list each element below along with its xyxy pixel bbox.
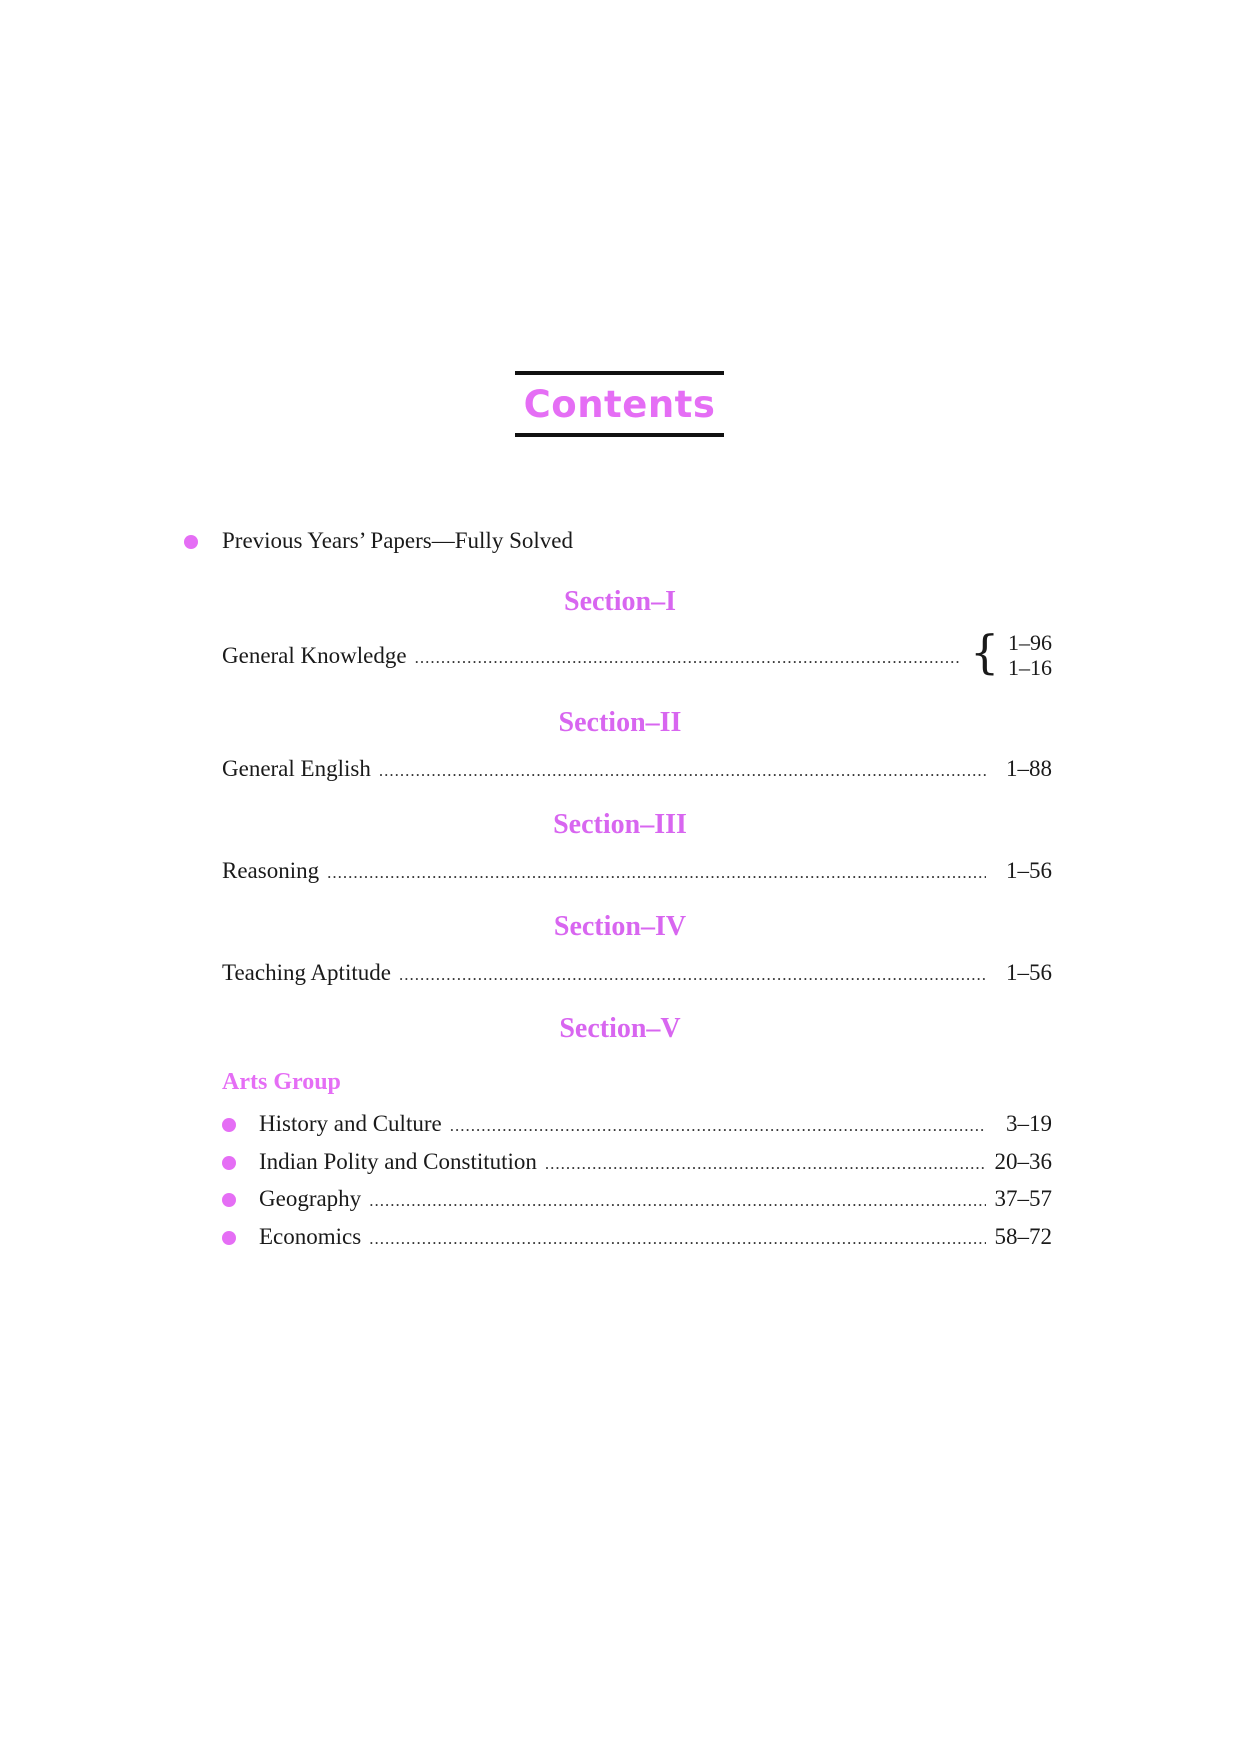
toc-entry-label: Teaching Aptitude <box>222 960 391 985</box>
toc-entry-page: 20–36 <box>994 1149 1052 1174</box>
bullet-icon <box>222 1118 236 1132</box>
intro-text: Previous Years’ Papers—Fully Solved <box>222 528 573 553</box>
toc-entry-label: Geography <box>259 1186 362 1211</box>
contents-title-block <box>515 371 724 437</box>
toc-entry-label: General English <box>222 756 371 781</box>
group-heading-arts: Arts Group <box>222 1069 341 1095</box>
dot-leader <box>415 643 959 673</box>
toc-entry-pages-brace <box>970 625 1052 682</box>
toc-entry-page: 1–16 <box>1008 655 1052 680</box>
section-heading-2: Section–II <box>558 707 682 738</box>
toc-entry-page: 37–57 <box>994 1186 1052 1211</box>
section-heading-5: Section–V <box>559 1013 681 1044</box>
toc-entry-page: 1–56 <box>1006 858 1052 883</box>
section-heading-4: Section–IV <box>553 911 687 942</box>
toc-entry-indian-polity[interactable] <box>259 1147 1052 1177</box>
toc-entry-page: 1–88 <box>1006 756 1052 781</box>
dot-leader <box>327 858 986 888</box>
toc-entry-geography[interactable] <box>259 1184 1052 1214</box>
title-rule-top <box>515 371 724 375</box>
toc-entry-page: 1–56 <box>1006 960 1052 985</box>
toc-entry-label: General Knowledge <box>222 643 407 668</box>
toc-entry-teaching-aptitude[interactable] <box>222 958 1052 988</box>
dot-leader <box>399 960 986 990</box>
dot-leader <box>369 1224 986 1254</box>
page-title: Contents <box>523 383 716 426</box>
toc-entry-label: History and Culture <box>259 1111 442 1136</box>
dot-leader <box>369 1186 986 1216</box>
left-brace-icon: { <box>970 625 1000 679</box>
toc-entry-label: Economics <box>259 1224 362 1249</box>
toc-entry-label: Reasoning <box>222 858 320 883</box>
title-rule-bottom <box>515 433 724 437</box>
toc-entry-reasoning[interactable] <box>222 856 1052 886</box>
toc-entry-economics[interactable] <box>259 1222 1052 1252</box>
dot-leader <box>379 756 986 786</box>
toc-entry-page: 58–72 <box>994 1224 1052 1249</box>
bullet-icon <box>222 1156 236 1170</box>
toc-entry-general-english[interactable] <box>222 754 1052 784</box>
toc-entry-history-and-culture[interactable] <box>259 1109 1052 1139</box>
toc-entry-label: Indian Polity and Constitution <box>259 1149 537 1174</box>
toc-entry-page: 1–96 <box>1008 630 1052 655</box>
section-heading-1: Section–I <box>564 586 676 617</box>
section-heading-3: Section–III <box>553 809 687 840</box>
dot-leader <box>545 1149 986 1179</box>
dot-leader <box>450 1111 986 1141</box>
intro-bullet-icon <box>184 535 198 549</box>
toc-entry-general-knowledge[interactable] <box>222 641 967 671</box>
toc-entry-page: 3–19 <box>1006 1111 1052 1136</box>
bullet-icon <box>222 1231 236 1245</box>
bullet-icon <box>222 1193 236 1207</box>
